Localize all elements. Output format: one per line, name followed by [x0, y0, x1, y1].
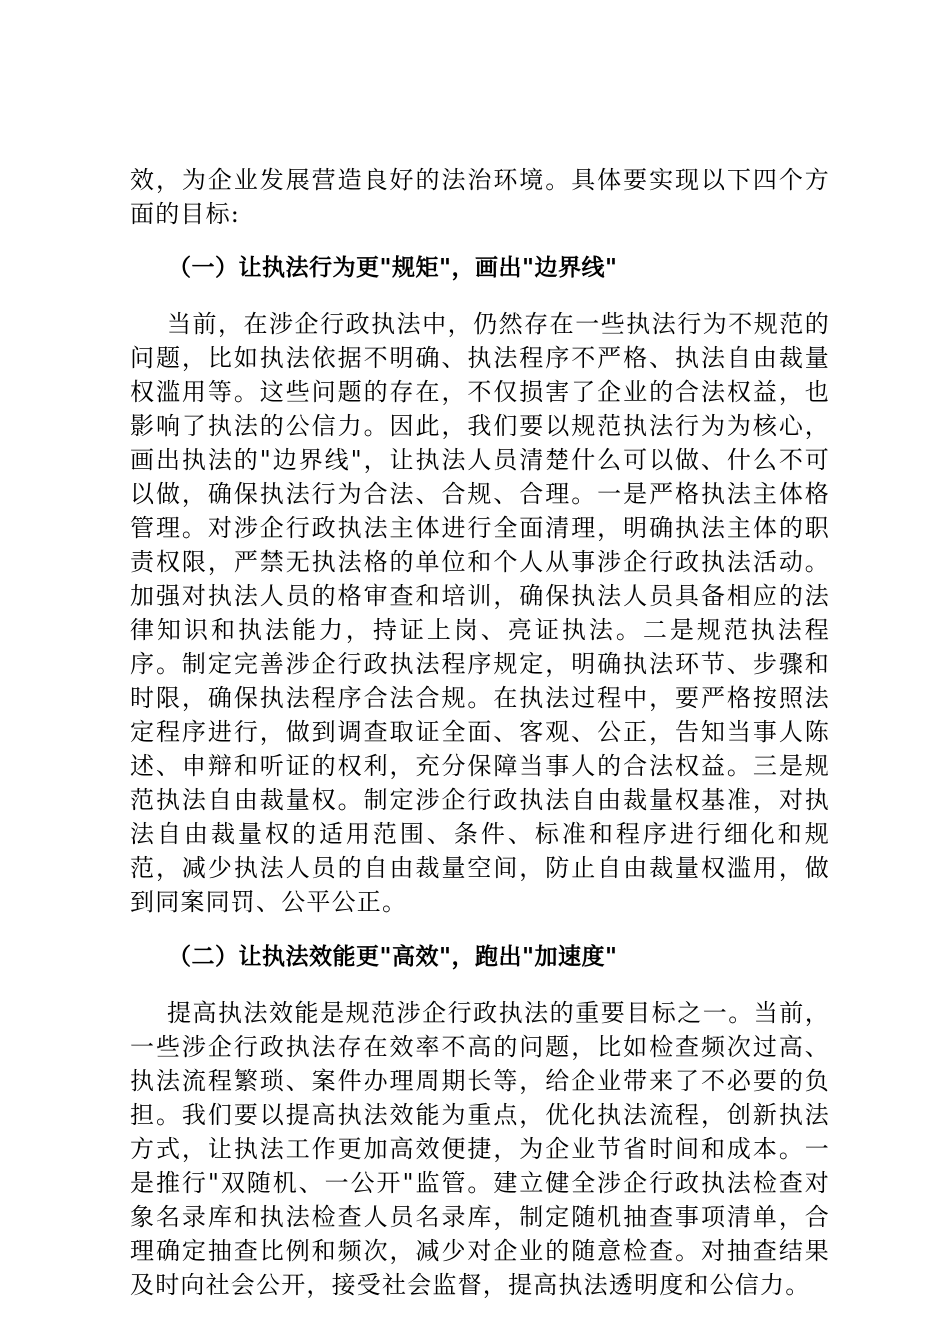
section-1-body: 当前，在涉企行政执法中，仍然存在一些执法行为不规范的问题，比如执法依据不明确、执法程序不严格、执法自由裁量权滥用等。这些问题的存在，不仅损害了企业的合法权益，也影响了执法的公信力。因此，我们要以规范执法行为为核心，画出执法的"边界线"，让执法人员清楚什么可以做、什么不可以做，确保执法行为合法、合规、合理。一是严格执法主体格管理。对涉企行政执法主体进行全面清理，明确执法主体的职责权限，严禁无执法格的单位和个人从事涉企行政执法活动。加强对执法人员的格审查和培训，确保执法人员具备相应的法律知识和执法能力，持证上岗、亮证执法。二是规范执法程序。制定完善涉企行政执法程序规定，明确执法环节、步骤和时限，确保执法程序合法合规。在执法过程中，要严格按照法定程序进行，做到调查取证全面、客观、公正，告知当事人陈述、申辩和听证的权利，充分保障当事人的合法权益。三是规范执法自由裁量权。制定涉企行政执法自由裁量权基准，对执法自由裁量权的适用范围、条件、标准和程序进行细化和规范，减少执法人员的自由裁量空间，防止自由裁量权滥用，做到同案同罚、公平公正。: [130, 310, 830, 916]
section-1-heading: （一）让执法行为更"规矩"，画出"边界线": [168, 254, 618, 281]
intro-paragraph: 效，为企业发展营造良好的法治环境。具体要实现以下四个方面的目标:: [130, 166, 830, 228]
document-page: [130, 163, 830, 1302]
section-2-heading: （二）让执法效能更"高效"，跑出"加速度": [168, 943, 618, 970]
section-2-body: 提高执法效能是规范涉企行政执法的重要目标之一。当前，一些涉企行政执法存在效率不高的问题，比如检查频次过高、执法流程繁琐、案件办理周期长等，给企业带来了不必要的负担。我们要以提高执法效能为重点，优化执法流程，创新执法方式，让执法工作更加高效便捷，为企业节省时间和成本。一是推行"双随机、一公开"监管。建立健全涉企行政执法检查对象名录库和执法检查人员名录库，制定随机抽查事项清单，合理确定抽查比例和频次，减少对企业的随意检查。对抽查结果及时向社会公开，接受社会监督，提高执法透明度和公信力。: [130, 999, 830, 1299]
